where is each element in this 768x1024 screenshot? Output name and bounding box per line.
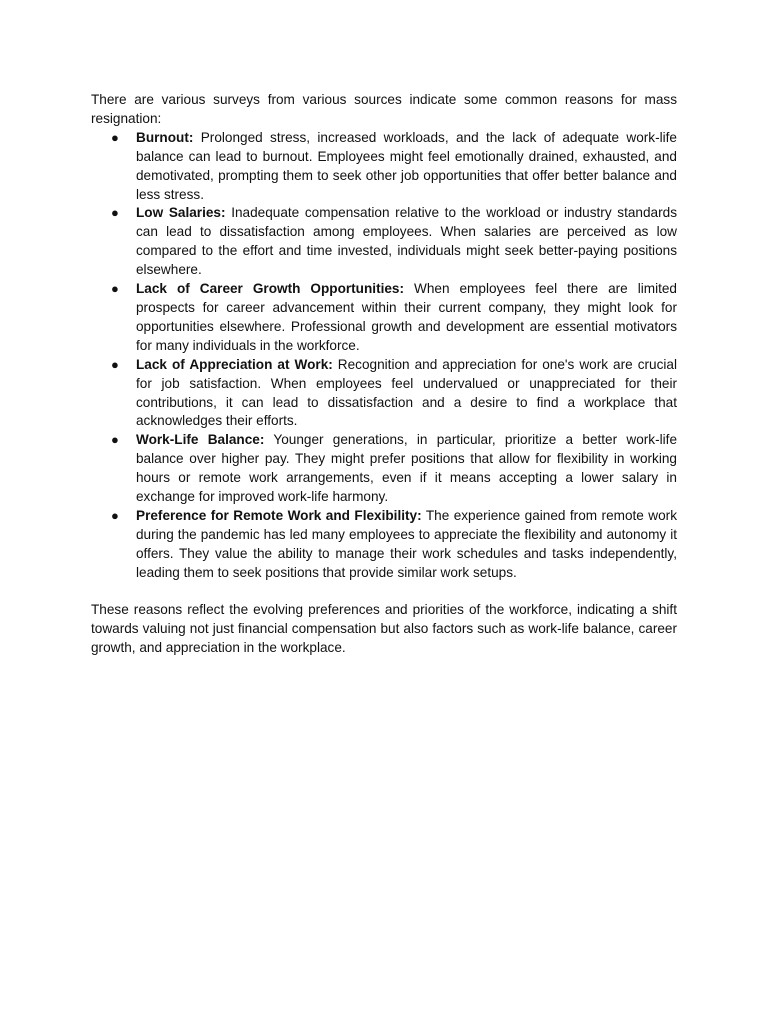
reason-text: The experience gained from remote work during the pandemic has led many employees to appreciate the flexibility and autonomy it offers. They value the ability to manage their work schedules and tasks independently, leading them to seek positions that provide similar work setups. — [136, 507, 677, 580]
bullet-icon: ● — [111, 129, 119, 145]
reason-term: Preference for Remote Work and Flexibility: — [136, 507, 422, 523]
reason-text: Prolonged stress, increased workloads, and the lack of adequate work-life balance can lead to burnout. Employees might feel emotionally drained, exhausted, and demotivated, prompting them to seek other job opportunities that offer better balance and less stress. — [136, 129, 677, 202]
reason-item-low-salaries — [91, 204, 677, 280]
reason-item-appreciation — [91, 356, 677, 432]
reason-item-remote-work — [91, 507, 677, 583]
intro-paragraph: There are various surveys from various sources indicate some common reasons for mass resignation: — [91, 92, 677, 126]
document-page — [91, 91, 677, 658]
reason-term: Work-Life Balance: — [136, 432, 265, 448]
reason-item-career-growth — [91, 280, 677, 356]
reasons-list — [91, 129, 677, 583]
reason-item-work-life-balance — [91, 431, 677, 507]
reason-term: Burnout: — [136, 129, 194, 145]
reason-term: Lack of Career Growth Opportunities: — [136, 281, 405, 297]
bullet-icon: ● — [111, 507, 119, 523]
bullet-icon: ● — [111, 432, 119, 448]
bullet-icon: ● — [111, 205, 119, 221]
reason-text: When employees feel there are limited prospects for career advancement within their current company, they might look for opportunities elsewhere. Professional growth and development are essential motivators for many individuals in the workforce. — [136, 281, 677, 353]
reason-term: Low Salaries: — [136, 205, 226, 221]
bullet-icon: ● — [111, 281, 119, 297]
reason-item-burnout — [91, 129, 677, 205]
reason-text: Inadequate compensation relative to the workload or industry standards can lead to dissatisfaction among employees. When salaries are perceived as low compared to the effort and time invested, individuals might seek better-paying positions elsewhere. — [136, 205, 677, 278]
reason-term: Lack of Appreciation at Work: — [136, 356, 333, 372]
reason-text: Recognition and appreciation for one's work are crucial for job satisfaction. When employees feel undervalued or unappreciated for their contributions, it can lead to dissatisfaction and a desire to find a workplace that acknowledges their efforts. — [136, 356, 677, 429]
closing-paragraph: These reasons reflect the evolving preferences and priorities of the workforce, indicating a shift towards valuing not just financial compensation but also factors such as work-life balance, career growth, and appreciation in the workplace. — [91, 602, 677, 655]
bullet-icon: ● — [111, 356, 119, 372]
reason-text: Younger generations, in particular, prioritize a better work-life balance over higher pay. They might prefer positions that allow for flexibility in working hours or remote work arrangements, even if it means accepting a lower salary in exchange for improved work-life harmony. — [136, 432, 678, 505]
